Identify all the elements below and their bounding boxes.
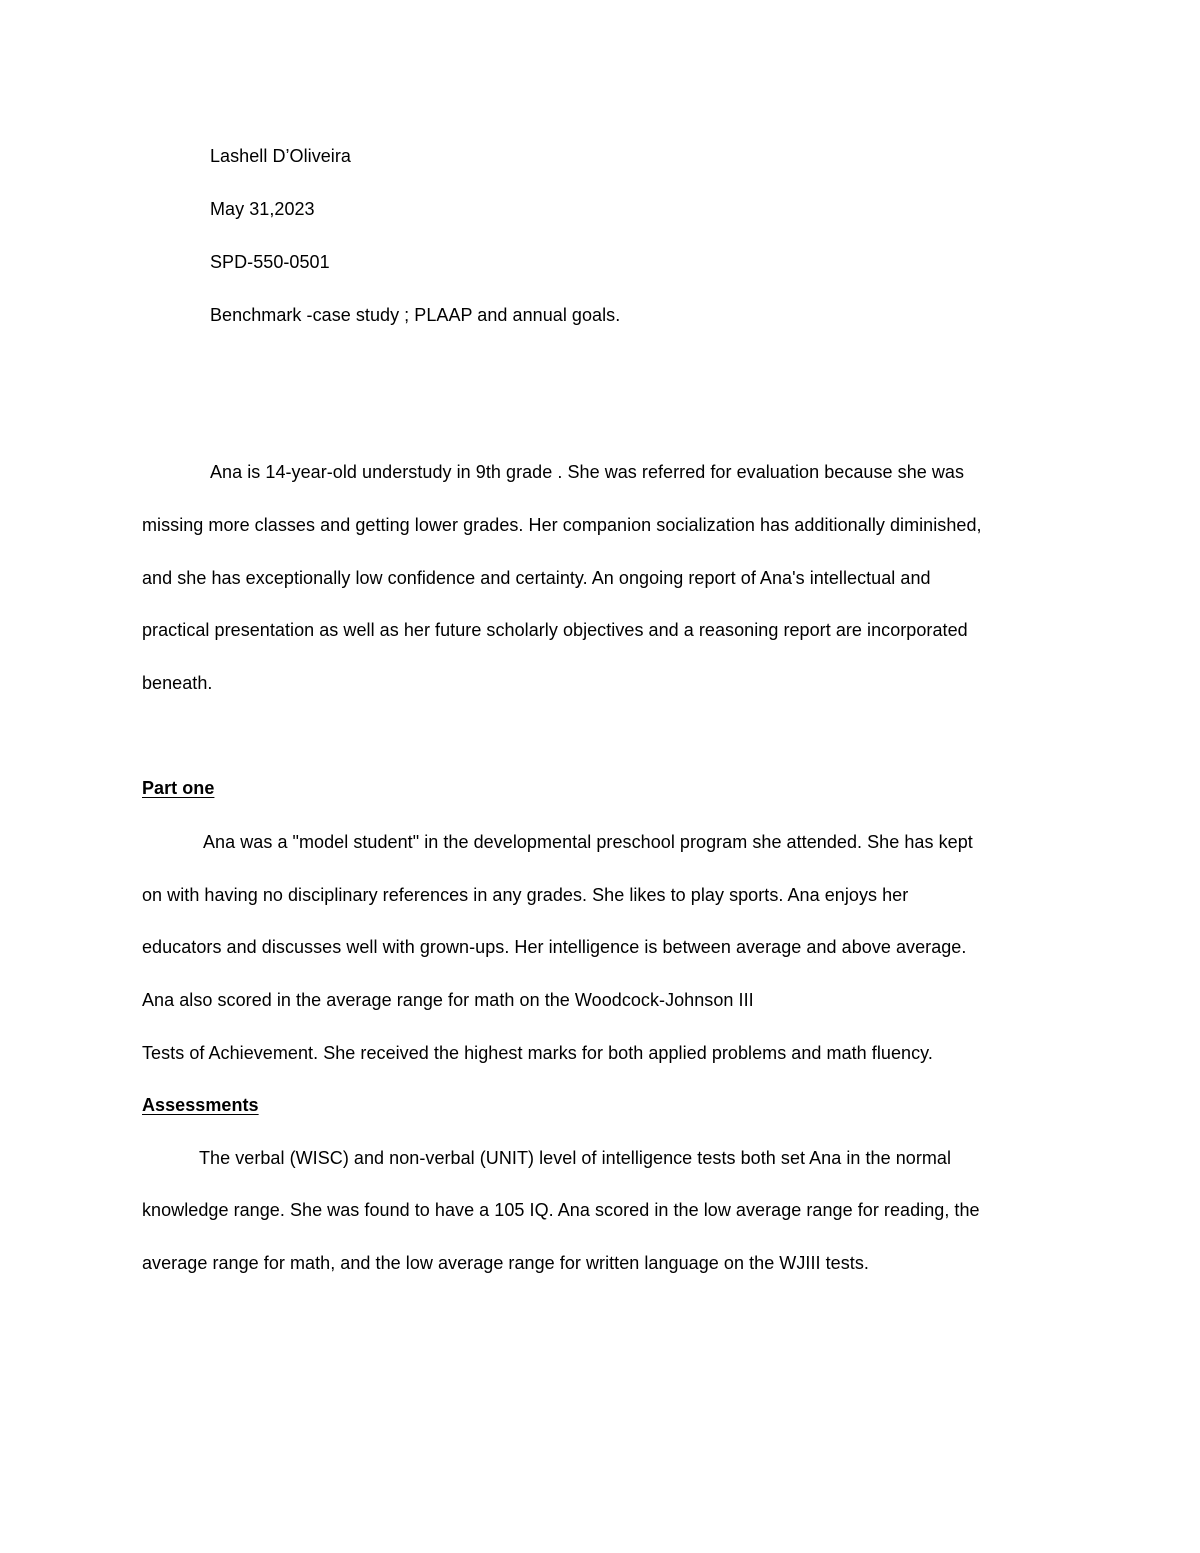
intro-line: and she has exceptionally low confidence and certainty. An ongoing report of Ana's intellectual and — [142, 568, 931, 588]
assignment-title: Benchmark -case study ; PLAAP and annual goals. — [210, 305, 621, 325]
intro-line: beneath. — [142, 673, 213, 693]
assessments-line: average range for math, and the low average range for written language on the WJIII tests. — [142, 1253, 869, 1273]
part-one-line: Tests of Achievement. She received the highest marks for both applied problems and math fluency. — [142, 1043, 933, 1063]
assessments-line: The verbal (WISC) and non-verbal (UNIT) level of intelligence tests both set Ana in the normal — [199, 1148, 952, 1168]
part-one-heading: Part one — [142, 778, 215, 798]
part-one-line: on with having no disciplinary references in any grades. She likes to play sports. Ana enjoys her — [142, 885, 909, 905]
intro-line: practical presentation as well as her future scholarly objectives and a reasoning report are incorporated — [142, 620, 968, 640]
part-one-line: Ana also scored in the average range for math on the Woodcock-Johnson III — [142, 990, 754, 1010]
assessments-line: knowledge range. She was found to have a 105 IQ. Ana scored in the low average range for reading, the — [142, 1200, 980, 1220]
part-one-line: Ana was a "model student" in the developmental preschool program she attended. She has kept — [203, 832, 973, 852]
intro-line: Ana is 14-year-old understudy in 9th grade . She was referred for evaluation because she was — [210, 462, 965, 482]
course-code: SPD-550-0501 — [210, 252, 330, 272]
assessments-heading: Assessments — [142, 1095, 259, 1115]
part-one-line: educators and discusses well with grown-ups. Her intelligence is between average and above average. — [142, 937, 967, 957]
document-date: May 31,2023 — [210, 199, 315, 219]
intro-line: missing more classes and getting lower grades. Her companion socialization has additionally diminished, — [142, 515, 982, 535]
author-name: Lashell D’Oliveira — [210, 146, 351, 166]
